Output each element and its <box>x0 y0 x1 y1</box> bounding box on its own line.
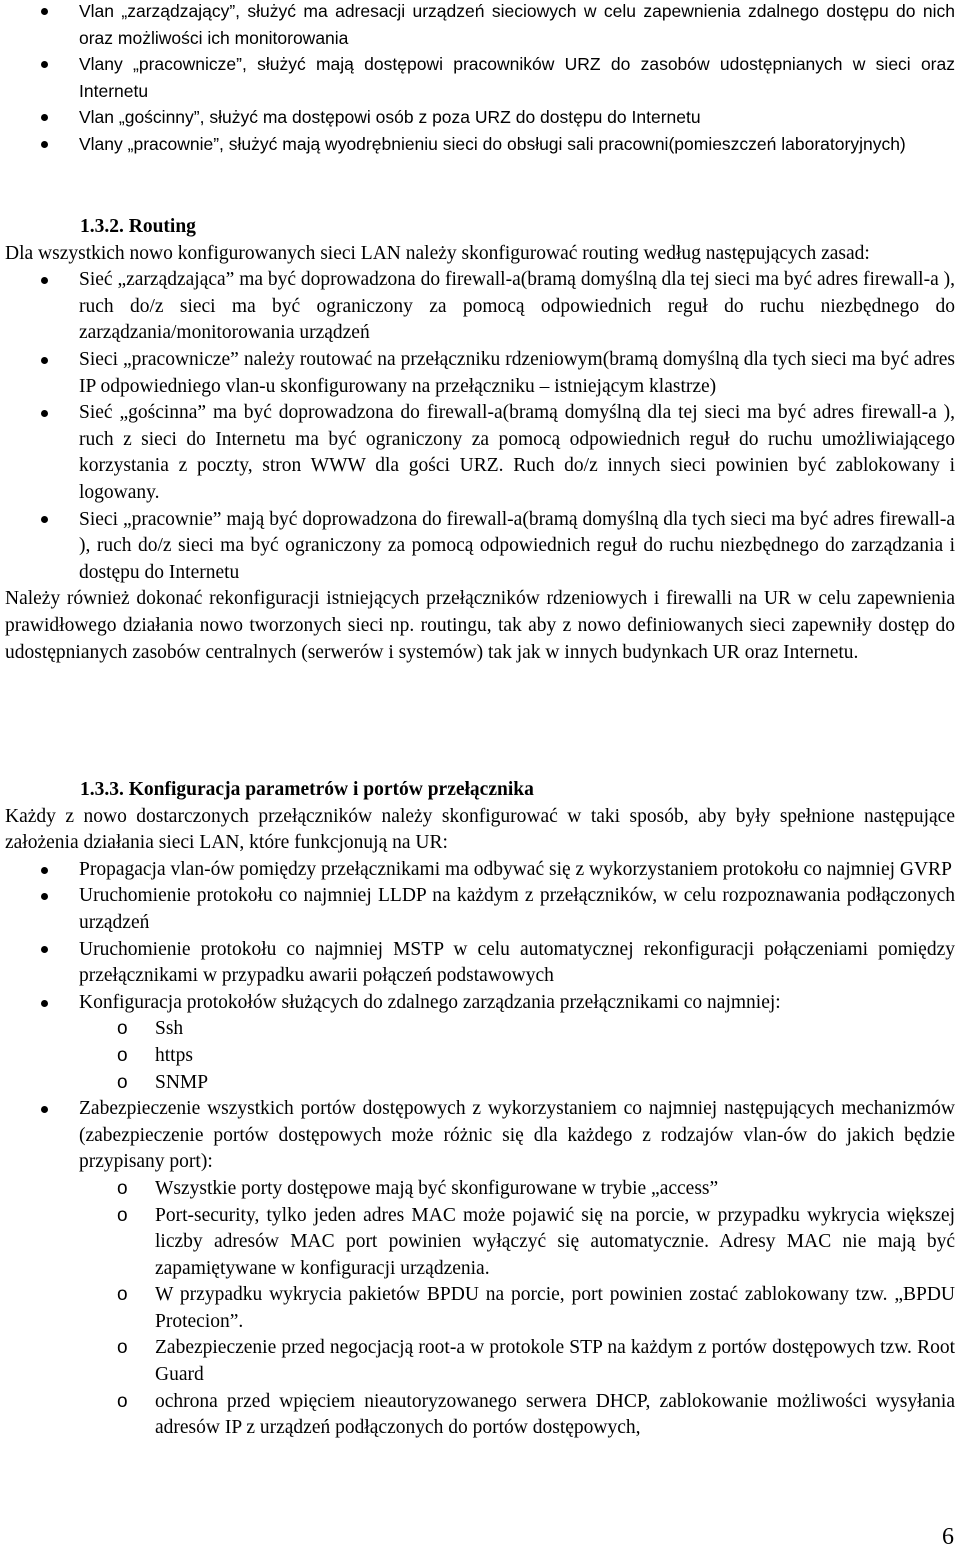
vlan-item-guest: Vlan „gościnny”, służyć ma dostępowi osób z poza URZ do dostępu do Internetu <box>0 104 960 131</box>
remote-mgmt-text: Konfiguracja protokołów służących do zdalnego zarządzania przełącznikami co najmniej: <box>79 991 781 1013</box>
routing-section <box>0 214 960 666</box>
config-items-list <box>0 857 960 1017</box>
port-security-mac: o Port-security, tylko jeden adres MAC może pojawić się na porcie, w przypadku wykrycia większej liczby adresów MAC port powinien wyłączyć się automatycznie. Adresy MAC nie mają być zapamiętywane w konfiguracji urządzenia. <box>0 1203 960 1283</box>
remote-mgmt-https: o https <box>0 1043 960 1070</box>
config-heading <box>0 777 960 804</box>
port-security-access: o Wszystkie porty dostępowe mają być skonfigurowane w trybie „access” <box>0 1176 960 1203</box>
config-title: Konfiguracja parametrów i portów przełącznika <box>128 779 534 800</box>
remote-mgmt-sublist <box>0 1016 960 1096</box>
remote-mgmt-snmp: o SNMP <box>0 1070 960 1097</box>
routing-heading <box>0 214 960 241</box>
vlan-item-labs: Vlany „pracownie”, służyć mają wyodrębnieniu sieci do obsługi sali pracowni(pomieszczeń laboratoryjnych) <box>0 131 960 158</box>
page-number: 6 <box>942 1524 954 1550</box>
routing-rules-list <box>0 267 960 586</box>
vlan-item-employee: Vlany „pracownicze”, służyć mają dostępowi pracowników URZ do zasobów udostępnianych w sieci oraz Internetu <box>0 51 960 104</box>
vlan-list-block <box>0 0 960 158</box>
routing-title: Routing <box>128 216 196 237</box>
config-item-mstp: Uruchomienie protokołu co najmniej MSTP w celu automatycznej rekonfiguracji połączeniami pomiędzy przełącznikami w przypadku awarii połączeń podstawowych <box>0 937 960 990</box>
port-security-dhcp: o ochrona przed wpięciem nieautoryzowanego serwera DHCP, zablokowanie możliwości wysyłania adresów IP z urządzeń podłączonych do portów dostępowych, <box>0 1389 960 1442</box>
config-item-port-security: Zabezpieczenie wszystkich portów dostępowych z wykorzystaniem co najmniej następujących mechanizmów (zabezpieczenie portów dostępowych może różnic się dla każdego z rodzajów vlan-ów do jakich będzie przypisany port): <box>0 1096 960 1176</box>
config-item-lldp: Uruchomienie protokołu co najmniej LLDP na każdym z przełączników, w celu rozpoznawania podłączonych urządzeń <box>0 883 960 936</box>
config-intro: Każdy z nowo dostarczonych przełączników należy skonfigurować w taki sposób, aby były spełnione następujące założenia działania sieci LAN, które funkcjonują na UR: <box>5 805 955 854</box>
routing-rule-employee: Sieci „pracownicze” należy routować na przełączniku rdzeniowym(bramą domyślną dla tych sieci ma być adres IP odpowiedniego vlan-u skonfigurowany na przełączniku – istniejącym klastrze) <box>0 347 960 400</box>
routing-rule-guest: Sieć „gościnna” ma być doprowadzona do firewall-a(bramą domyślną dla tej sieci ma być adres firewall-a ), ruch z sieci do Internetu ma być ograniczony za pomocą odpowiednich reguł do ruchu umożliwiającego korzystania z poczty, stron WWW dla gości URZ. Ruch do/z innych sieci powinien być zablokowany i logowany. <box>0 400 960 506</box>
vlan-item-management: Vlan „zarządzający”, służyć ma adresacji urządzeń sieciowych w celu zapewnienia zdalnego dostępu do nich oraz możliwości ich monitorowania <box>0 0 960 51</box>
config-item-gvrp: Propagacja vlan-ów pomiędzy przełącznikami ma odbywać się z wykorzystaniem protokołu co najmniej GVRP <box>0 857 960 884</box>
routing-intro: Dla wszystkich nowo konfigurowanych sieci LAN należy skonfigurować routing według następujących zasad: <box>5 242 870 264</box>
routing-closing: Należy również dokonać rekonfiguracji istniejących przełączników rdzeniowych i firewalli na UR w celu zapewnienia prawidłowego działania nowo tworzonych sieci np. routingu, tak aby z nowo definiowanych sieci zapewniły dostęp do udostępnianych zasobów centralnych (serwerów i systemów) tak jak w innych budynkach UR oraz Internetu. <box>5 588 955 663</box>
port-security-list <box>0 1096 960 1176</box>
routing-rule-management: Sieć „zarządzająca” ma być doprowadzona do firewall-a(bramą domyślną dla tej sieci ma być adres firewall-a ), ruch do/z sieci ma być ograniczony za pomocą odpowiednich reguł do ruchu niezbędnego do zarządzania/monitorowania urządzeń <box>0 267 960 347</box>
remote-mgmt-ssh: o Ssh <box>0 1016 960 1043</box>
config-section <box>0 777 960 1442</box>
config-number: 1.3.3. <box>80 779 124 800</box>
config-item-remote-mgmt <box>0 990 960 1017</box>
port-security-sublist <box>0 1176 960 1442</box>
routing-number: 1.3.2. <box>80 216 124 237</box>
vlan-list <box>0 0 960 158</box>
port-security-bpdu: o W przypadku wykrycia pakietów BPDU na porcie, port powinien zostać zablokowany tzw. „BPDU Protecion”. <box>0 1282 960 1335</box>
routing-rule-labs: Sieci „pracownie” mają być doprowadzona do firewall-a(bramą domyślną dla tych sieci ma być adres firewall-a ), ruch do/z sieci ma być ograniczony za pomocą odpowiednich reguł do ruchu niezbędnego do zarządzania i dostępu do Internetu <box>0 507 960 587</box>
port-security-root-guard: o Zabezpieczenie przed negocjacją root-a w protokole STP na każdym z portów dostępowych tzw. Root Guard <box>0 1335 960 1388</box>
